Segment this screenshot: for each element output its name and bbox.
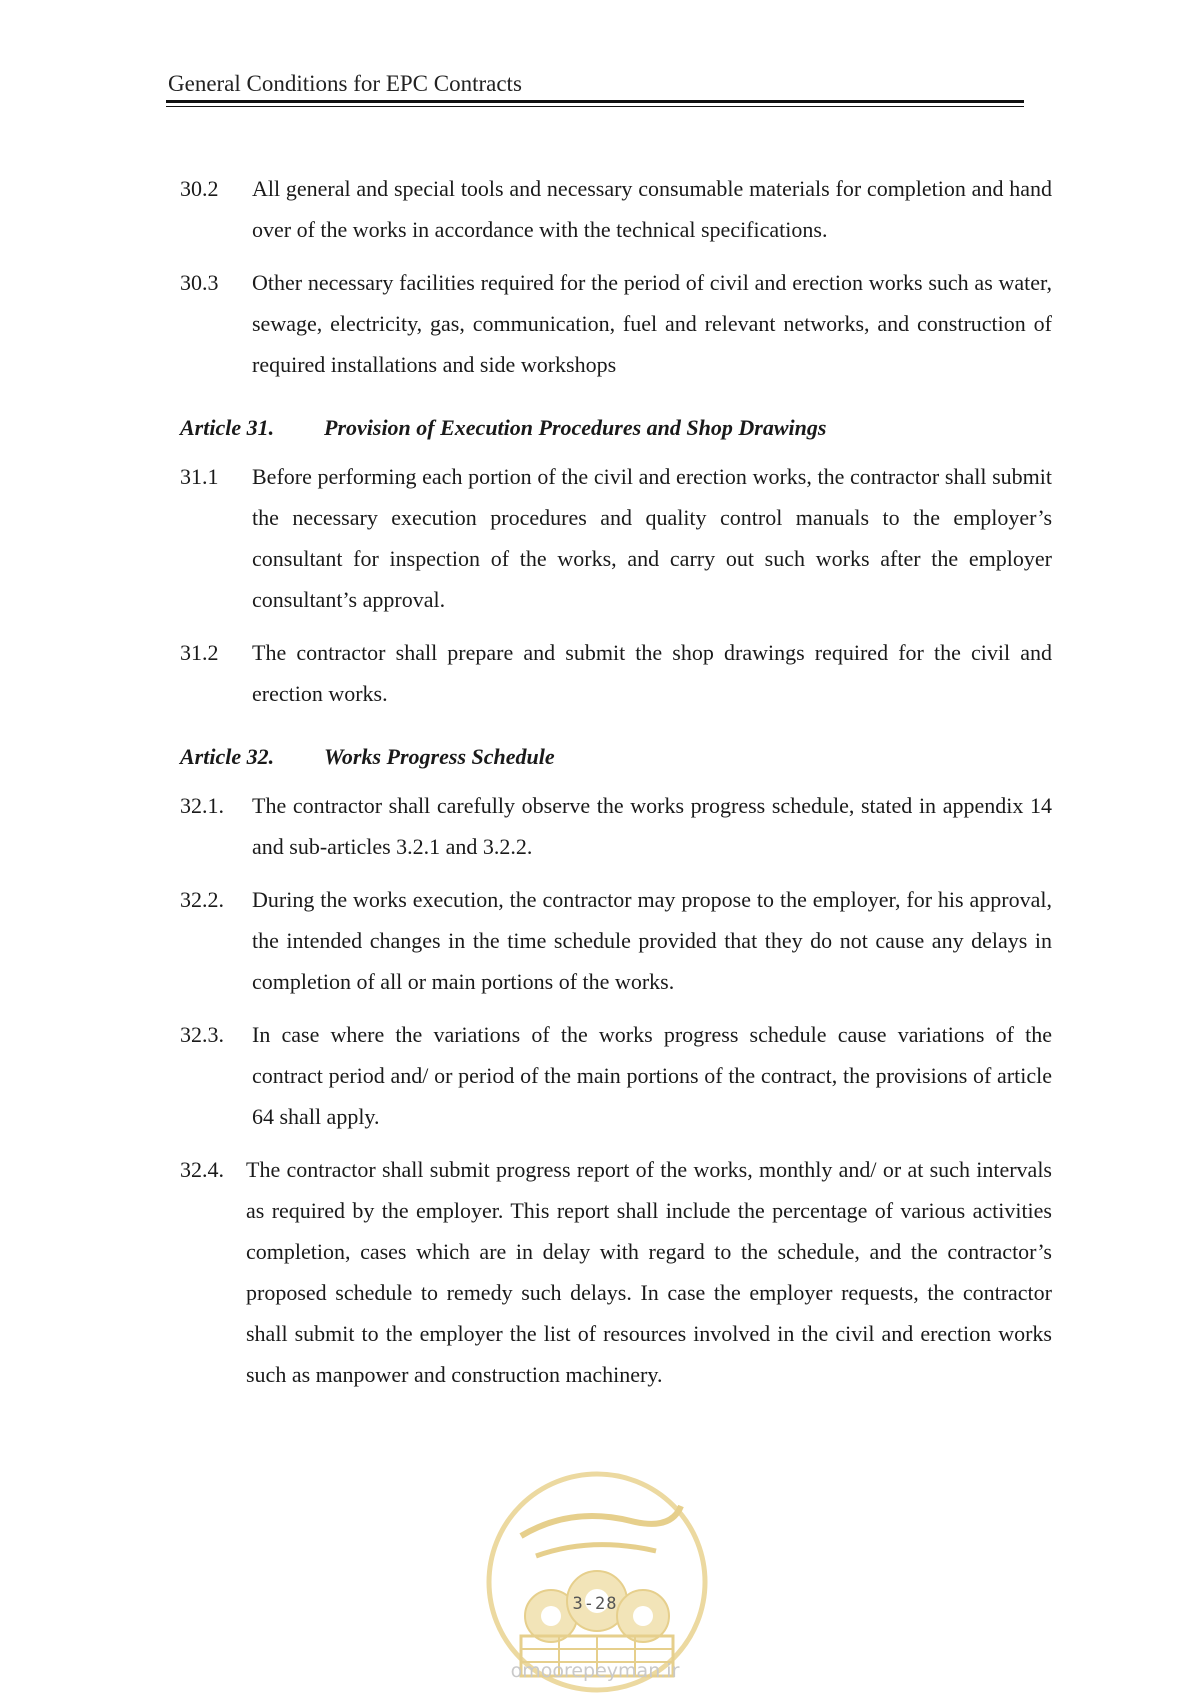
clause-32-1: [180, 785, 1052, 867]
clause-number: 31.1: [180, 464, 219, 489]
clause-30-2: [180, 168, 1052, 250]
clause-32-2: [180, 879, 1052, 1002]
clause-text: The contractor shall prepare and submit the shop drawings required for the civil and erection works.: [252, 640, 1052, 706]
clause-32-4: [180, 1149, 1052, 1395]
watermark-site-text: omoorepeyman.ir: [510, 1660, 680, 1682]
header-rule-thick: [166, 100, 1024, 103]
clause-text: In case where the variations of the works progress schedule cause variations of the contract period and/ or period of the main portions of the contract, the provisions of article 64 shall apply.: [252, 1022, 1052, 1129]
article-number: Article 31.: [180, 415, 275, 440]
article-32-heading: [180, 736, 1052, 777]
clause-32-3: [180, 1014, 1052, 1137]
article-title: Works Progress Schedule: [324, 744, 555, 769]
clause-number: 32.2.: [180, 887, 224, 912]
clause-text: All general and special tools and necessary consumable materials for completion and hand over of the works in accordance with the technical specifications.: [252, 176, 1052, 242]
clause-text: The contractor shall submit progress report of the works, monthly and/ or at such intervals as required by the employer. This report shall include the percentage of various activities completion, cases which are in delay with regard to the schedule, and the contractor’s proposed schedule to remedy such delays. In case the employer requests, the contractor shall submit to the employer the list of resources involved in the civil and erection works such as manpower and construction machinery.: [246, 1157, 1052, 1387]
page-header: [168, 70, 1030, 98]
clause-number: 30.3: [180, 270, 219, 295]
document-body: [180, 168, 1052, 1407]
clause-31-2: [180, 632, 1052, 714]
clause-number: 32.3.: [180, 1022, 224, 1047]
clause-text: Before performing each portion of the civil and erection works, the contractor shall submit the necessary execution procedures and quality control manuals to the employer’s consultant for inspection of the works, and carry out such works after the employer consultant’s approval.: [252, 464, 1052, 612]
clause-text: During the works execution, the contractor may propose to the employer, for his approval, the intended changes in the time schedule provided that they do not cause any delays in completion of all or main portions of the works.: [252, 887, 1052, 994]
header-rule-thin: [166, 106, 1024, 107]
clause-30-3: [180, 262, 1052, 385]
header-title: General Conditions for EPC Contracts: [168, 71, 522, 96]
clause-number: 32.4.: [180, 1157, 224, 1182]
clause-number: 32.1.: [180, 793, 224, 818]
page-number: 3-28: [572, 1594, 618, 1614]
clause-text: Other necessary facilities required for the period of civil and erection works such as water, sewage, electricity, gas, communication, fuel and relevant networks, and construction of required installations and side workshops: [252, 270, 1052, 377]
clause-number: 31.2: [180, 640, 219, 665]
article-title: Provision of Execution Procedures and Shop Drawings: [324, 415, 827, 440]
clause-number: 30.2: [180, 176, 219, 201]
clause-text: The contractor shall carefully observe the works progress schedule, stated in appendix 14 and sub-articles 3.2.1 and 3.2.2.: [252, 793, 1052, 859]
article-number: Article 32.: [180, 744, 275, 769]
article-31-heading: [180, 407, 1052, 448]
clause-31-1: [180, 456, 1052, 620]
